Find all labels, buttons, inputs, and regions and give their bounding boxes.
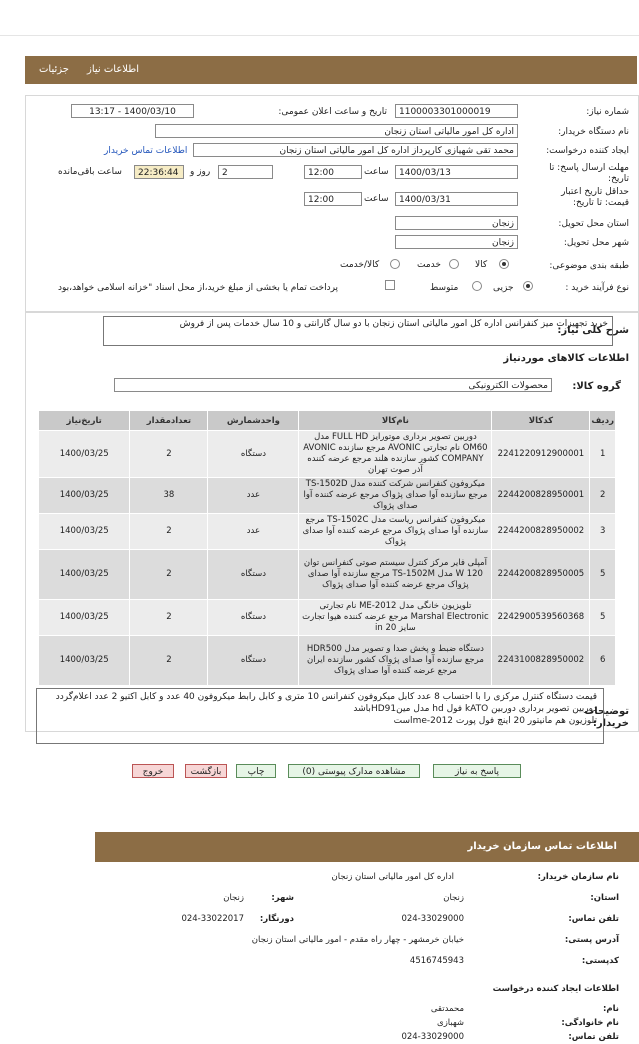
contact-phone: 024-33029000 bbox=[401, 914, 464, 924]
row-index: 6 bbox=[590, 636, 616, 686]
row-unit: دستگاه bbox=[208, 431, 299, 478]
contact-buyer-name: اداره کل امور مالیاتی استان زنجان bbox=[331, 872, 454, 882]
row-unit: عدد bbox=[208, 514, 299, 550]
creator-label: ایجاد کننده درخواست: bbox=[546, 146, 629, 156]
radio-partial-label: جزیی bbox=[493, 283, 514, 293]
contact-phone-label: تلفن تماس: bbox=[568, 914, 619, 924]
summary-text: خرید تجهیزات میز کنفرانس اداره کل امور مالیاتی استان زنجان با دو سال گارانتی و 10 سال خدمات پس از فروش bbox=[103, 316, 613, 346]
group-label: گروه کالا: bbox=[572, 381, 621, 392]
buyer-contact-link[interactable]: اطلاعات تماس خریدار bbox=[104, 146, 188, 156]
contact-address: خیابان خرمشهر - چهار راه مقدم - امور مالیاتی استان زنجان bbox=[251, 935, 464, 945]
row-date: 1400/03/25 bbox=[39, 514, 130, 550]
send-deadline-label: مهلت ارسال پاسخ: تا تاریخ: bbox=[549, 163, 629, 184]
creator-phone-label: تلفن تماس: bbox=[568, 1032, 619, 1042]
treasury-payment-text: پرداخت تمام یا بخشی از مبلغ خرید،از محل اسناد "خزانه اسلامی خواهد،بود bbox=[58, 283, 339, 293]
creator-last-label: نام خانوادگی: bbox=[561, 1018, 619, 1028]
category-label: طبقه بندی موضوعی: bbox=[549, 261, 629, 271]
city-field: زنجان bbox=[395, 235, 518, 249]
goods-table bbox=[38, 410, 616, 686]
creator-info-title: اطلاعات ایجاد کننده درخواست bbox=[492, 984, 619, 994]
buyer-notes-line1: قیمت دستگاه کنترل مرکزی را با احتساب 8 عدد کابل میکروفون کنفرانس 10 متری و کابل رابط میکروفون 40 عدد و کابل اکتیو 2 عدد اعلام‌گردد bbox=[55, 692, 597, 702]
row-qty: 38 bbox=[130, 478, 208, 514]
table-row bbox=[39, 514, 616, 550]
radio-medium[interactable] bbox=[472, 281, 482, 291]
contact-postal: 4516745943 bbox=[409, 956, 464, 966]
validity-time-field: 12:00 bbox=[304, 192, 362, 206]
contact-province-label: استان: bbox=[590, 893, 619, 903]
row-qty: 2 bbox=[130, 600, 208, 636]
row-code: 2243100828950002 bbox=[492, 636, 590, 686]
row-name: دوربین تصویر برداری موتورایز FULL HD مدل OM60 نام تجارتی AVONIC مرجع سازنده AVONIC COMPANY کشور سازنده هلند مرجع عرضه کننده آذر صوت تهران bbox=[299, 431, 492, 478]
row-qty: 2 bbox=[130, 636, 208, 686]
creator-phone: 024-33029000 bbox=[401, 1032, 464, 1042]
province-field: زنجان bbox=[395, 216, 518, 230]
buyer-notes-box bbox=[36, 688, 604, 744]
col-code: کدکالا bbox=[492, 411, 590, 431]
table-row bbox=[39, 478, 616, 514]
validity-label: حداقل تاریخ اعتبار قیمت: تا تاریخ: bbox=[561, 187, 629, 208]
need-number-label: شماره نیاز: bbox=[586, 107, 629, 117]
row-unit: عدد bbox=[208, 478, 299, 514]
row-qty: 2 bbox=[130, 431, 208, 478]
row-code: 2242900539560368 bbox=[492, 600, 590, 636]
radio-medium-label: متوسط bbox=[430, 283, 459, 293]
contact-postal-label: کدپستی: bbox=[581, 956, 619, 966]
table-row bbox=[39, 636, 616, 686]
contact-buyer-name-label: نام سازمان خریدار: bbox=[537, 872, 619, 882]
row-unit: دستگاه bbox=[208, 636, 299, 686]
col-unit: واحد‌شمارش bbox=[208, 411, 299, 431]
remaining-label: ساعت باقی‌مانده bbox=[58, 167, 122, 177]
row-index: 3 bbox=[590, 514, 616, 550]
buyer-notes-line3: تلوزیون هم مانیتور 20 اینچ فول پورت me-2012است bbox=[393, 716, 597, 726]
table-row bbox=[39, 431, 616, 478]
tab-need-info[interactable]: اطلاعات نیاز bbox=[87, 64, 139, 75]
buyer-field: اداره کل امور مالیاتی استان زنجان bbox=[155, 124, 518, 138]
row-code: 2244200828950002 bbox=[492, 514, 590, 550]
row-date: 1400/03/25 bbox=[39, 478, 130, 514]
col-index: ردیف bbox=[590, 411, 616, 431]
page-header bbox=[25, 56, 637, 84]
contact-title: اطلاعات تماس سازمان خریدار bbox=[467, 841, 617, 852]
print-button[interactable]: چاپ bbox=[236, 764, 276, 778]
row-code: 2244200828950001 bbox=[492, 478, 590, 514]
table-row bbox=[39, 550, 616, 600]
send-time-label: ساعت bbox=[364, 167, 389, 177]
days-field: 2 bbox=[218, 165, 273, 179]
goods-table-header bbox=[39, 411, 616, 431]
radio-goods-service-label: کالا/خدمت bbox=[340, 260, 380, 270]
radio-service-label: خدمت bbox=[417, 260, 441, 270]
validity-date-field: 1400/03/31 bbox=[395, 192, 518, 206]
buyer-label: نام دستگاه خریدار: bbox=[558, 127, 629, 137]
row-date: 1400/03/25 bbox=[39, 431, 130, 478]
view-documents-button[interactable]: مشاهده مدارک پیوستی (0) bbox=[288, 764, 420, 778]
row-index: 5 bbox=[590, 550, 616, 600]
col-date: تاریخ‌نیاز bbox=[39, 411, 130, 431]
row-qty: 2 bbox=[130, 514, 208, 550]
contact-fax-label: دورنگار: bbox=[259, 914, 294, 924]
col-qty: تعداد‌مقدار bbox=[130, 411, 208, 431]
send-date-field: 1400/03/13 bbox=[395, 165, 518, 179]
contact-header bbox=[95, 832, 639, 862]
reply-button[interactable]: پاسخ به نیاز bbox=[433, 764, 521, 778]
contact-province: زنجان bbox=[443, 893, 464, 903]
radio-goods-service[interactable] bbox=[390, 259, 400, 269]
row-name: میکروفون کنفرانس شرکت کننده مدل TS-1502D مرجع سازنده آوا صدای پژواک مرجع عرضه کننده آوا صدای پژواک bbox=[299, 478, 492, 514]
top-divider bbox=[0, 35, 639, 36]
row-qty: 2 bbox=[130, 550, 208, 600]
row-date: 1400/03/25 bbox=[39, 600, 130, 636]
radio-goods-label: کالا bbox=[475, 260, 488, 270]
col-name: نام‌کالا bbox=[299, 411, 492, 431]
buyer-notes-label: توضیحات خریدار: bbox=[584, 706, 629, 729]
buyer-notes-line2: دوربین تصویر برداری دوربین kATO فول hd مدل مینHD91باشد bbox=[353, 704, 597, 714]
tab-details[interactable]: جزئیات bbox=[39, 64, 69, 75]
row-index: 5 bbox=[590, 600, 616, 636]
announce-label: تاریخ و ساعت اعلان عمومی: bbox=[278, 107, 387, 117]
exit-button[interactable]: خروج bbox=[132, 764, 174, 778]
remaining-time-field: 22:36:44 bbox=[134, 165, 184, 179]
row-index: 2 bbox=[590, 478, 616, 514]
row-code: 2244200828950005 bbox=[492, 550, 590, 600]
validity-time-label: ساعت bbox=[364, 194, 389, 204]
row-name: دستگاه ضبط و پخش صدا و تصویر مدل HDR500 مرجع سازنده آوا صدای پژواک کشور سازنده ایران مرجع عرضه کننده آوا صدای پژواک bbox=[299, 636, 492, 686]
row-name: تلویزیون خانگی مدل ME-2012 نام تجارتی Marshal Electronic مرجع عرضه کننده هیوا تجارت سایز 20 in bbox=[299, 600, 492, 636]
radio-goods[interactable] bbox=[499, 259, 509, 269]
creator-field: محمد تقی شهیازی کارپرداز اداره کل امور مالیاتی استان زنجان bbox=[193, 143, 518, 157]
day-label: روز و bbox=[190, 167, 211, 177]
row-date: 1400/03/25 bbox=[39, 636, 130, 686]
contact-address-label: آدرس پستی: bbox=[564, 935, 619, 945]
table-row bbox=[39, 600, 616, 636]
summary-label: شرح کلی نیاز: bbox=[557, 325, 629, 336]
back-button[interactable]: بازگشت bbox=[185, 764, 227, 778]
contact-city: زنجان bbox=[223, 893, 244, 903]
row-code: 2241220912900001 bbox=[492, 431, 590, 478]
treasury-payment-checkbox[interactable] bbox=[385, 280, 395, 290]
creator-first-label: نام: bbox=[602, 1004, 619, 1014]
row-unit: دستگاه bbox=[208, 600, 299, 636]
province-label: استان محل تحویل: bbox=[558, 219, 629, 229]
process-label: نوع فرآیند خرید : bbox=[565, 283, 629, 293]
goods-info-title: اطلاعات کالاهای موردنیاز bbox=[503, 353, 629, 364]
radio-partial[interactable] bbox=[523, 281, 533, 291]
send-time-field: 12:00 bbox=[304, 165, 362, 179]
row-name: میکروفون کنفرانس ریاست مدل TS-1502C مرجع سازنده آوا صدای پژواک مرجع عرضه کننده آوا صدای پژواک bbox=[299, 514, 492, 550]
radio-service[interactable] bbox=[449, 259, 459, 269]
row-name: آمپلی فایر مرکز کنترل سیستم صوتی کنفرانس توان W 120 مدل TS-1502M مرجع سازنده آوا صدای پژواک مرجع عرضه کننده آوا صدای پژواک bbox=[299, 550, 492, 600]
announce-date-field: 1400/03/10 - 13:17 bbox=[71, 104, 194, 118]
need-number-field: 1100003301000019 bbox=[395, 104, 518, 118]
row-unit: دستگاه bbox=[208, 550, 299, 600]
contact-city-label: شهر: bbox=[271, 893, 294, 903]
group-field: محصولات الکترونیکی bbox=[114, 378, 552, 392]
creator-last: شهبازی bbox=[437, 1018, 464, 1028]
row-index: 1 bbox=[590, 431, 616, 478]
contact-fax: 024-33022017 bbox=[181, 914, 244, 924]
row-date: 1400/03/25 bbox=[39, 550, 130, 600]
city-label: شهر محل تحویل: bbox=[563, 238, 629, 248]
creator-first: محمدتقی bbox=[430, 1004, 464, 1014]
